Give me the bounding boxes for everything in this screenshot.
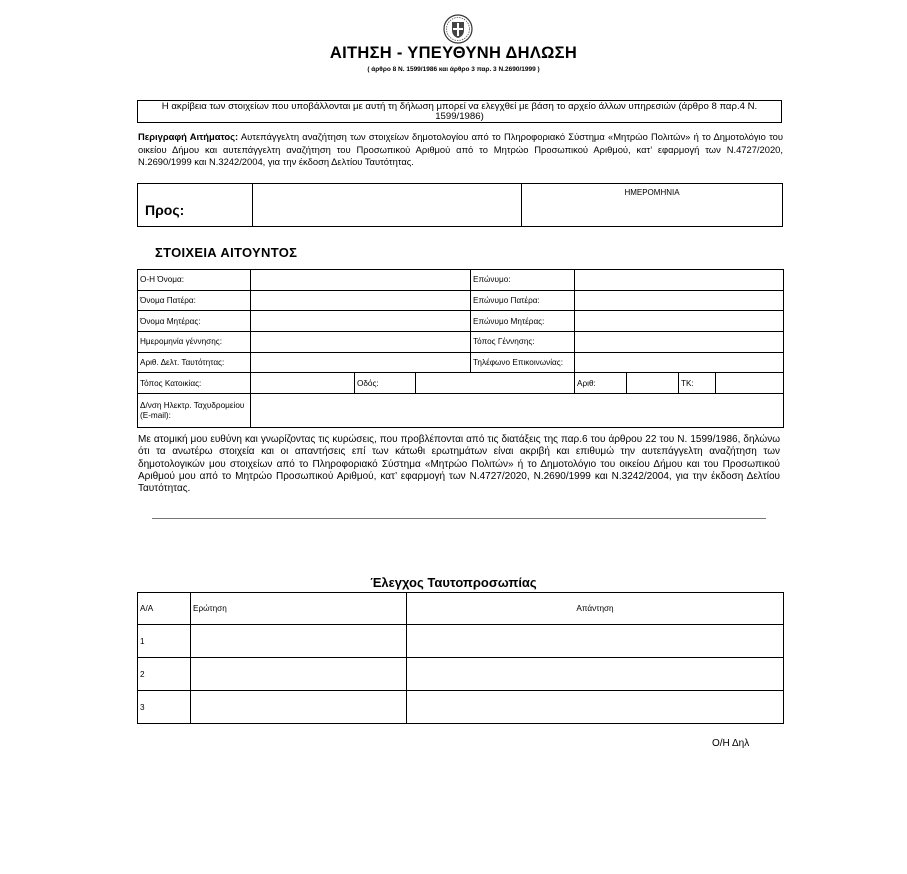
- row-number: 3: [138, 691, 191, 724]
- recipient-field[interactable]: [253, 184, 522, 227]
- number-field[interactable]: [627, 373, 679, 394]
- identity-check-title: Έλεγχος Ταυτοπροσωπίας: [370, 575, 537, 590]
- birth-date-field[interactable]: [251, 332, 471, 353]
- answer-field[interactable]: [407, 625, 784, 658]
- declaration-text: Με ατομική μου ευθύνη και γνωρίζοντας τις κυρώσεις, που προβλέπονται από τις διατάξεις της παρ.6 του άρθρου 22 του Ν. 1599/1986, δηλώνω ότι τα ανωτέρω στοιχεία και οι απαντήσεις επί των κάτωθι ερωτημάτων είναι ακριβή και επιθυμώ την αυτεπάγγελτη αναζήτηση των δημοτολογικών μου στοιχείων από το Πληροφοριακό Σύστημα «Μητρώο Πολιτών» ή το Δημοτολόγιο του οικείου Δήμου και του Προσωπικού Αριθμού μου από το Μητρώο Προσωπικού Αριθμού, κατ’ εφαρμογή των Ν.4727/2020, Ν.2690/1999 και Ν.3242/2004, για την έκδοση Δελτίου Ταυτότητας.: [138, 434, 780, 495]
- row-number: 2: [138, 658, 191, 691]
- first-name-label: Ο-Η Όνομα:: [138, 270, 251, 291]
- identity-check-table: [137, 592, 784, 724]
- father-surname-field[interactable]: [575, 290, 784, 311]
- street-label: Οδός:: [355, 373, 416, 394]
- id-number-label: Αριθ. Δελτ. Ταυτότητας:: [138, 352, 251, 373]
- verification-notice: Η ακρίβεια των στοιχείων που υποβάλλονται με αυτή τη δήλωση μπορεί να ελεγχθεί με βάση το αρχείο άλλων υπηρεσιών (άρθρο 8 παρ.4 Ν. 1599/1986): [137, 100, 782, 123]
- number-label: Αριθ:: [575, 373, 627, 394]
- id-number-field[interactable]: [251, 352, 471, 373]
- separator-line: [152, 518, 766, 519]
- answer-field[interactable]: [407, 691, 784, 724]
- recipient-table: [137, 183, 783, 227]
- residence-field[interactable]: [251, 373, 355, 394]
- mother-name-field[interactable]: [251, 311, 471, 332]
- question-field[interactable]: [191, 625, 407, 658]
- birth-place-label: Τόπος Γέννησης:: [471, 332, 575, 353]
- mother-surname-label: Επώνυμο Μητέρας:: [471, 311, 575, 332]
- header-question: Ερώτηση: [191, 593, 407, 625]
- father-name-field[interactable]: [251, 290, 471, 311]
- applicant-table: [137, 269, 784, 428]
- greek-coat-of-arms-icon: [443, 14, 473, 44]
- postal-code-label: ΤΚ:: [679, 373, 716, 394]
- residence-label: Τόπος Κατοικίας:: [138, 373, 251, 394]
- postal-code-field[interactable]: [716, 373, 784, 394]
- date-field[interactable]: [522, 184, 783, 227]
- request-text: Αυτεπάγγελτη αναζήτηση των στοιχείων δημοτολογίου από το Πληροφοριακό Σύστημα «Μητρώο Πολιτών» ή το Δημοτολόγιο του οικείου Δήμου και αυτεπάγγελτη αναζήτηση του Προσωπικού Αριθμού από το Μητρώο Προσωπικού Αριθμού, κατ’ εφαρμογή των Ν.4727/2020, Ν.2690/1999 και Ν.3242/2004, για την έκδοση Δελτίου Ταυτότητας.: [138, 131, 783, 167]
- request-label: Περιγραφή Αιτήματος:: [138, 131, 239, 142]
- header-answer: Απάντηση: [407, 593, 784, 625]
- surname-label: Επώνυμο:: [471, 270, 575, 291]
- request-description: [138, 131, 783, 169]
- form-subtitle: ( άρθρο 8 Ν. 1599/1986 και άρθρο 3 παρ. 3 Ν.2690/1999 ): [367, 66, 540, 73]
- email-field[interactable]: [251, 394, 784, 428]
- phone-label: Τηλέφωνο Επικοινωνίας:: [471, 352, 575, 373]
- header-aa: Α/Α: [138, 593, 191, 625]
- form-title: ΑΙΤΗΣΗ - ΥΠΕΥΘΥΝΗ ΔΗΛΩΣΗ: [329, 44, 578, 62]
- birth-place-field[interactable]: [575, 332, 784, 353]
- signature-label: Ο/Η Δηλ: [712, 738, 750, 749]
- date-label: ΗΜΕΡΟΜΗΝΙΑ: [624, 188, 680, 197]
- answer-field[interactable]: [407, 658, 784, 691]
- surname-field[interactable]: [575, 270, 784, 291]
- phone-field[interactable]: [575, 352, 784, 373]
- recipient-label: Προς:: [138, 184, 253, 227]
- row-number: 1: [138, 625, 191, 658]
- mother-name-label: Όνομα Μητέρας:: [138, 311, 251, 332]
- question-field[interactable]: [191, 658, 407, 691]
- father-surname-label: Επώνυμο Πατέρα:: [471, 290, 575, 311]
- father-name-label: Όνομα Πατέρα:: [138, 290, 251, 311]
- first-name-field[interactable]: [251, 270, 471, 291]
- street-field[interactable]: [416, 373, 575, 394]
- birth-date-label: Ημερομηνία γέννησης:: [138, 332, 251, 353]
- mother-surname-field[interactable]: [575, 311, 784, 332]
- question-field[interactable]: [191, 691, 407, 724]
- email-label: Δ/νση Ηλεκτρ. Ταχυδρομείου (E-mail):: [138, 394, 251, 428]
- applicant-section-title: ΣΤΟΙΧΕΙΑ ΑΙΤΟΥΝΤΟΣ: [155, 245, 298, 260]
